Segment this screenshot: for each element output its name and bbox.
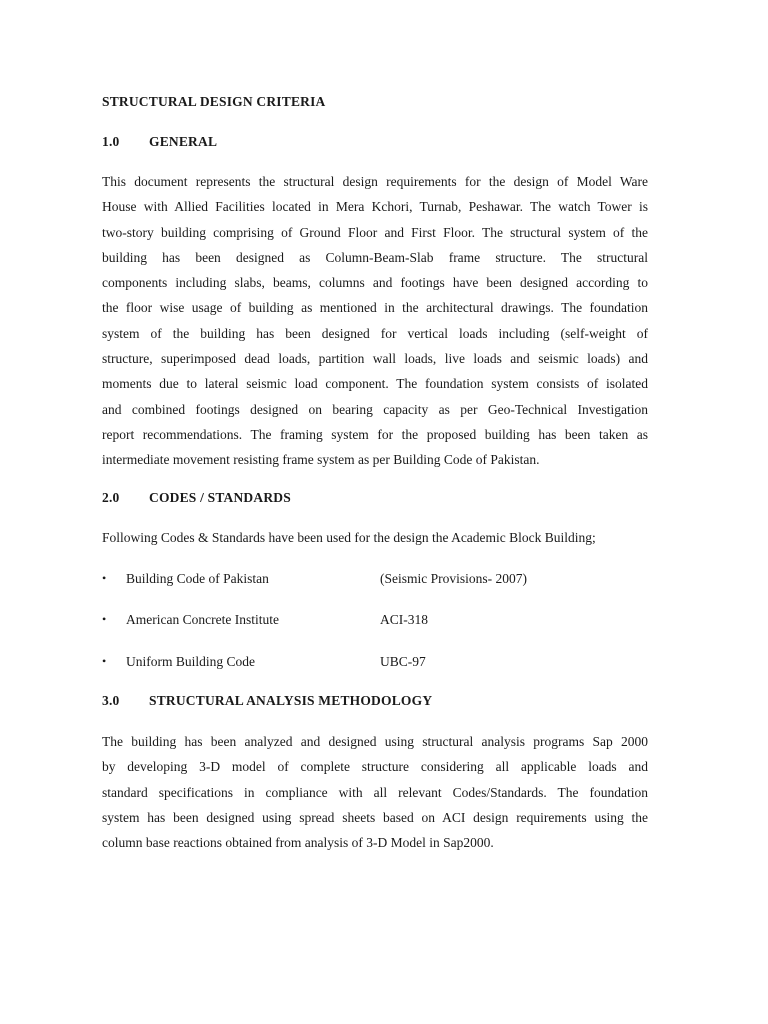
paragraph-line: moments due to lateral seismic load component. The foundation system consists of isolated	[102, 376, 648, 392]
code-reference: (Seismic Provisions- 2007)	[380, 571, 527, 586]
section-heading-codes-standards	[102, 490, 291, 506]
bullet-icon: •	[102, 612, 107, 626]
paragraph-line: system of the building has been designed for vertical loads including (self-weight of	[102, 325, 648, 341]
document-title: STRUCTURAL DESIGN CRITERIA	[102, 94, 326, 109]
paragraph-line: report recommendations. The framing system for the proposed building has been taken as	[102, 426, 648, 442]
section-heading-analysis-methodology	[102, 693, 432, 709]
paragraph-line: standard specifications in compliance with all relevant Codes/Standards. The foundation	[102, 784, 648, 800]
code-reference: ACI-318	[380, 612, 428, 627]
section-number: 1.0	[102, 134, 120, 149]
code-name: American Concrete Institute	[126, 612, 279, 627]
paragraph-line: structure, superimposed dead loads, partition wall loads, live loads and seismic loads) and	[102, 351, 648, 367]
paragraph-line: Following Codes & Standards have been used for the design the Academic Block Building;	[102, 530, 596, 545]
code-reference: UBC-97	[380, 654, 426, 669]
methodology-paragraph	[102, 729, 648, 855]
general-paragraph	[102, 169, 648, 473]
paragraph-line: The building has been analyzed and designed using structural analysis programs Sap 2000	[102, 734, 648, 749]
section-title: GENERAL	[149, 134, 218, 149]
section-heading-general	[102, 134, 217, 150]
codes-intro	[102, 525, 648, 550]
paragraph-line: column base reactions obtained from analysis of 3-D Model in Sap2000.	[102, 835, 494, 851]
section-number: 2.0	[102, 490, 120, 505]
paragraph-line: system has been designed using spread sheets based on ACI design requirements using the	[102, 809, 648, 825]
paragraph-line: components including slabs, beams, columns and footings have been designed according to	[102, 275, 648, 291]
paragraph-line: two-story building comprising of Ground Floor and First Floor. The structural system of the	[102, 224, 648, 240]
paragraph-line: by developing 3-D model of complete structure considering all applicable loads and	[102, 759, 648, 775]
code-name: Uniform Building Code	[126, 654, 255, 669]
paragraph-line: This document represents the structural design requirements for the design of Model Ware	[102, 174, 648, 189]
paragraph-line: the floor wise usage of building as mentioned in the architectural drawings. The foundation	[102, 300, 648, 316]
paragraph-line: building has been designed as Column-Beam-Slab frame structure. The structural	[102, 249, 648, 265]
code-name: Building Code of Pakistan	[126, 571, 269, 586]
paragraph-line: House with Allied Facilities located in Mera Kchori, Turnab, Peshawar. The watch Tower is	[102, 199, 648, 215]
section-title: CODES / STANDARDS	[149, 490, 291, 505]
bullet-icon: •	[102, 571, 107, 585]
section-number: 3.0	[102, 693, 120, 708]
paragraph-line: intermediate movement resisting frame system as per Building Code of Pakistan.	[102, 452, 540, 468]
paragraph-line: and combined footings designed on bearing capacity as per Geo-Technical Investigation	[102, 401, 648, 417]
bullet-icon: •	[102, 654, 107, 668]
section-title: STRUCTURAL ANALYSIS METHODOLOGY	[149, 693, 433, 708]
